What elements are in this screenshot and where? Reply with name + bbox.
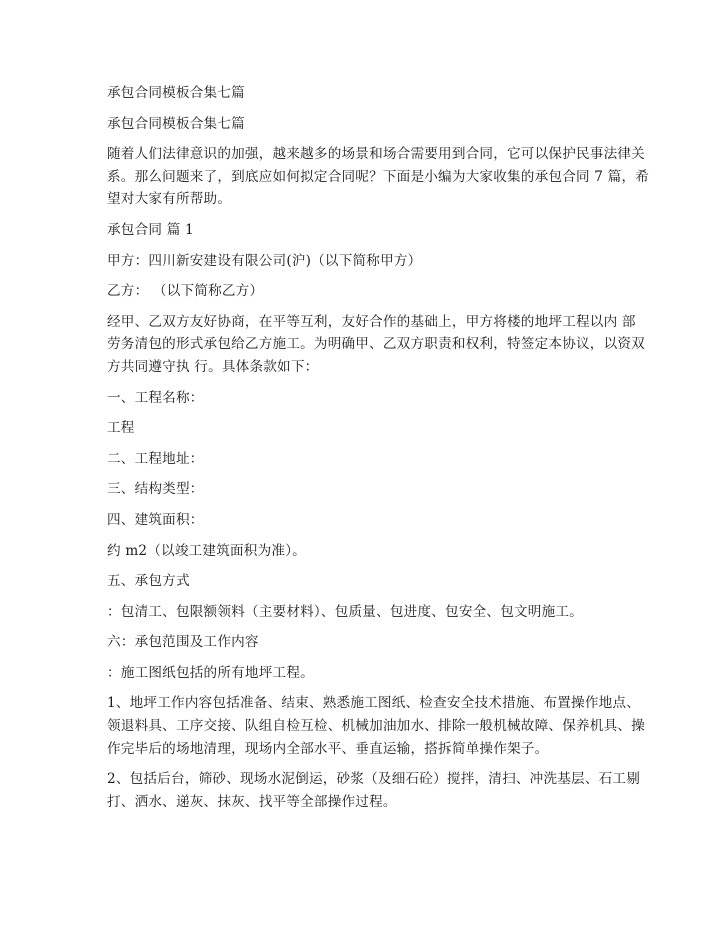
section-heading: [107, 219, 617, 242]
scope-value: [107, 662, 617, 685]
text-line: ：包清工、包限额领料（主要材料）、包质量、包进度、包安全、包文明施工。: [107, 603, 583, 620]
clause-contract-method: [107, 570, 617, 593]
text-line: 作完毕后的场地清理，现场内全部水平、垂直运输，搭拆简单操作架子。: [107, 740, 549, 757]
text-line: 乙方： （以下简称乙方）: [107, 283, 264, 300]
clause-structure-type: [107, 478, 617, 501]
agreement-paragraph: [107, 311, 645, 379]
text-line: 劳务清包的形式承包给乙方施工。为明确甲、乙双方职责和权利，特签定本协议，以资双: [107, 336, 645, 353]
building-area-value: [107, 540, 617, 563]
text-line: 望对大家有所帮助。: [107, 191, 232, 208]
project-name-value: [107, 417, 617, 440]
clause-scope: [107, 631, 617, 654]
text-line: 五、承包方式: [107, 573, 190, 590]
text-line: 方共同遵守执 行。具体条款如下：: [107, 358, 319, 375]
scope-item-2: [107, 768, 641, 813]
text-line: 承包合同 篇 1: [107, 221, 194, 238]
text-line: 承包合同模板合集七篇: [107, 85, 245, 101]
contract-method-value: [107, 601, 617, 624]
document-subtitle: [107, 113, 617, 136]
clause-project-address: [107, 448, 617, 471]
clause-building-area: [107, 509, 617, 532]
text-line: 打、洒水、递灰、抹灰、找平等全部操作过程。: [107, 793, 397, 810]
document-page: [107, 82, 650, 821]
text-line: 承包合同模板合集七篇: [107, 115, 245, 132]
clause-project-name: [107, 387, 617, 410]
text-line: 三、结构类型：: [107, 481, 204, 498]
text-line: 经甲、乙双方友好协商，在平等互利，友好合作的基础上，甲方将楼的地坪工程以内 部: [107, 313, 636, 330]
document-title: [107, 82, 617, 105]
text-line: 二、工程地址：: [107, 450, 204, 467]
text-line: 一、工程名称：: [107, 389, 204, 406]
text-line: 随着人们法律意识的加强，越来越多的场景和场合需要用到合同，它可以保护民事法律关: [107, 146, 645, 163]
party-b: [107, 280, 617, 303]
text-line: 系。那么问题来了，到底应如何拟定合同呢？下面是小编为大家收集的承包合同 7 篇，希: [107, 168, 650, 185]
text-line: 工程: [107, 420, 135, 437]
text-line: ：施工图纸包括的所有地坪工程。: [107, 664, 314, 681]
party-a: [107, 250, 617, 273]
scope-item-1: [107, 692, 645, 760]
text-line: 领退料具、工序交接、队组自检互检、机械加油加水、排除一般机械故障、保养机具、操: [107, 718, 645, 735]
text-line: 四、建筑面积：: [107, 511, 204, 528]
intro-paragraph: [107, 143, 650, 211]
text-line: 六：承包范围及工作内容: [107, 634, 259, 651]
text-line: 2、包括后台，筛砂、现场水泥倒运，砂浆（及细石砼）搅拌，清扫、冲洗基层、石工剔: [107, 771, 641, 788]
text-line: 1、地坪工作内容包括准备、结束、熟悉施工图纸、检查安全技术措施、布置操作地点、: [107, 695, 641, 712]
text-line: 约 m2（以竣工建筑面积为准）。: [107, 542, 306, 559]
text-line: 甲方：四川新安建设有限公司(沪)（以下简称甲方）: [107, 252, 422, 269]
